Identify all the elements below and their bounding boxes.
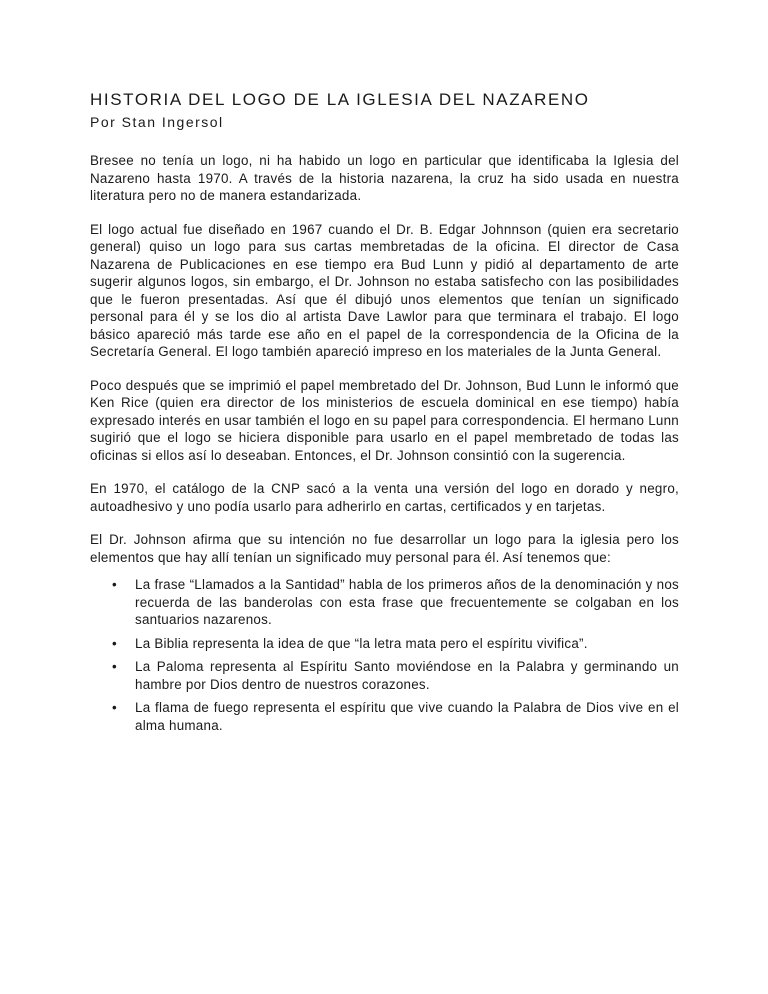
paragraph: En 1970, el catálogo de la CNP sacó a la venta una versión del logo en dorado y negro, autoadhesivo y uno podía usarlo para adherirlo en cartas, certificados y en tarjetas. — [90, 481, 679, 514]
paragraph: El Dr. Johnson afirma que su intención no fue desarrollar un logo para la iglesia pero los elementos que hay allí tenían un significado muy personal para él. Así tenemos que: — [90, 532, 679, 565]
document-author: Por Stan Ingersol — [90, 114, 224, 130]
bullet-icon: • — [112, 700, 117, 715]
list-item-text: La frase “Llamados a la Santidad” habla de los primeros años de la denominación y nos recuerda de las banderolas con esta frase que frecuentemente se colgaban en los santuarios nazarenos. — [135, 577, 679, 627]
document-page — [90, 88, 679, 740]
paragraph: Poco después que se imprimió el papel membretado del Dr. Johnson, Bud Lunn le informó que Ken Rice (quien era director de los ministerios de escuela dominical en ese tiempo) había expresado interés en usar también el logo en su papel para correspondencia. El hermano Lunn sugirió que el logo se hiciera disponible para usarlo en el papel membretado de todas las oficinas si ellos así lo deseaban. Entonces, el Dr. Johnson consintió con la sugerencia. — [90, 377, 679, 463]
list-item-text: La Biblia representa la idea de que “la letra mata pero el espíritu vivifica”. — [135, 635, 588, 651]
bullet-icon: • — [112, 635, 117, 651]
list-item — [90, 576, 679, 629]
list-item — [90, 658, 679, 693]
document-title: HISTORIA DEL LOGO DE LA IGLESIA DEL NAZARENO — [90, 90, 590, 109]
bullet-list — [90, 576, 679, 734]
list-item — [90, 635, 679, 653]
list-item — [90, 699, 679, 734]
paragraph: Bresee no tenía un logo, ni ha habido un logo en particular que identificaba la Iglesia del Nazareno hasta 1970. A través de la historia nazarena, la cruz ha sido usada en nuestra literatura pero no de manera estandarizada. — [90, 153, 679, 203]
bullet-icon: • — [112, 577, 117, 592]
paragraph: El logo actual fue diseñado en 1967 cuando el Dr. B. Edgar Johnnson (quien era secretario general) quiso un logo para sus cartas membretadas de la oficina. El director de Casa Nazarena de Publicaciones en ese tiempo era Bud Lunn y pidió al departamento de arte sugerir algunos logos, sin embargo, el Dr. Johnson no estaba satisfecho con las posibilidades que le fueron presentadas. Así que él dibujó unos elementos que tenían un significado personal para él y se los dio al artista Dave Lawlor para que terminara el trabajo. El logo básico apareció más tarde ese año en el papel de la correspondencia de la Oficina de la Secretaría General. El logo también apareció impreso en los materiales de la Junta General. — [90, 221, 679, 359]
bullet-icon: • — [112, 659, 117, 674]
list-item-text: La Paloma representa al Espíritu Santo moviéndose en la Palabra y germinando un hambre por Dios dentro de nuestros corazones. — [135, 659, 679, 692]
list-item-text: La flama de fuego representa el espíritu que vive cuando la Palabra de Dios vive en el alma humana. — [135, 700, 679, 733]
